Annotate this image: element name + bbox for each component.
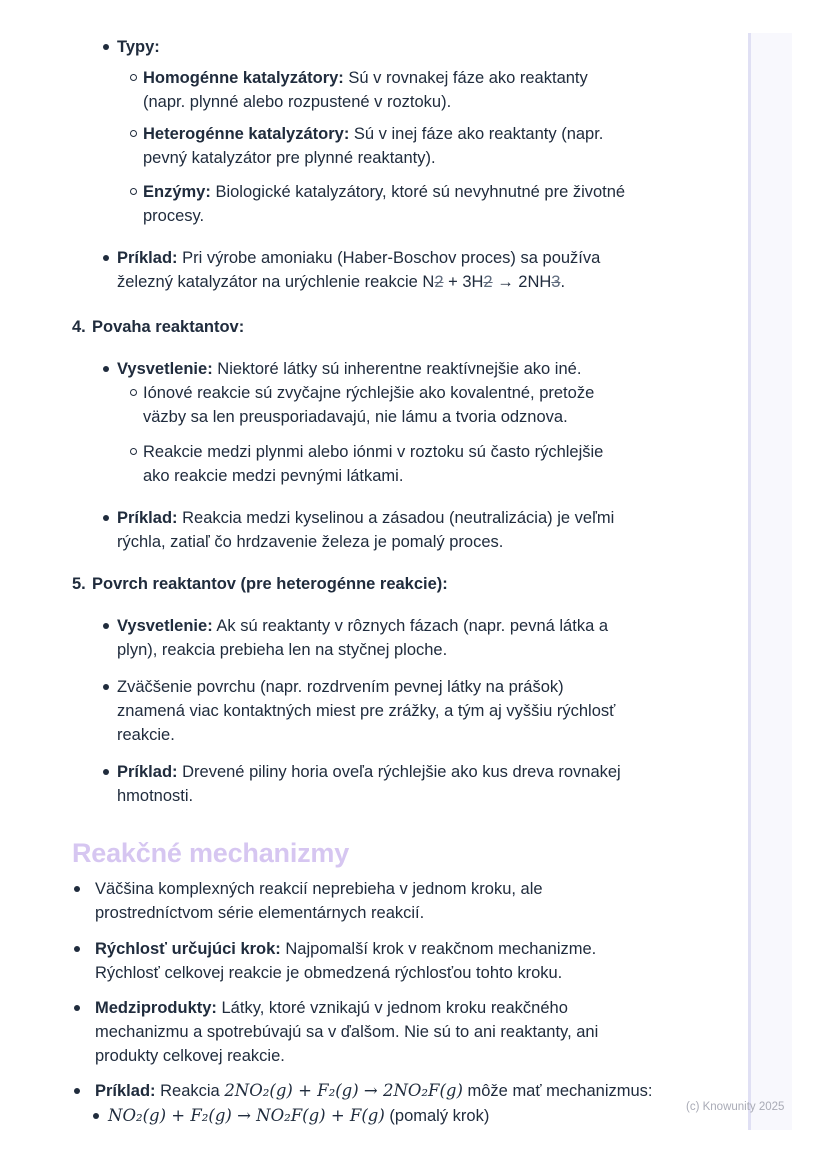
list-item: [72, 35, 706, 59]
bullet-icon: [103, 44, 109, 50]
list-item: [72, 1079, 706, 1103]
text-line: hmotnosti.: [117, 787, 194, 805]
bullet-icon: [103, 515, 109, 521]
text-line: Povaha reaktantov:: [92, 318, 245, 336]
text-line: Príklad: Drevené piliny horia oveľa rýchlejšie ako kus dreva rovnakej: [117, 763, 621, 781]
bullet-icon: [103, 623, 109, 629]
text-line: Iónové reakcie sú zvyčajne rýchlejšie ako kovalentné, pretože: [143, 384, 595, 402]
bullet-icon: [74, 886, 80, 892]
list-item: [72, 996, 706, 1068]
text-line: NO₂(g) + F₂(g) → NO₂F(g) + F(g) (pomalý krok): [108, 1106, 490, 1125]
text-line: procesy.: [143, 207, 205, 225]
list-item: [72, 180, 706, 228]
list-item: [72, 506, 706, 554]
text-line: pevný katalyzátor pre plynné reaktanty).: [143, 149, 436, 167]
list-item: [72, 246, 706, 294]
bullet-icon: [93, 1113, 99, 1119]
watermark: (c) Knowunity 2025: [686, 1101, 785, 1113]
bullet-icon: [74, 1005, 80, 1011]
list-item: [72, 614, 706, 662]
text-line: reakcie.: [117, 726, 175, 744]
bullet-icon: [103, 684, 109, 690]
document-body: [72, 35, 706, 1128]
text-line: znamená viac kontaktných miest pre zrážky, a tým aj vyššiu rýchlosť: [117, 702, 616, 720]
list-item: [72, 937, 706, 985]
text-line: Vysvetlenie: Niektoré látky sú inherentne reaktívnejšie ako iné.: [117, 360, 582, 378]
bullet-icon: [74, 946, 80, 952]
text-line: Homogénne katalyzátory: Sú v rovnakej fáze ako reaktanty: [143, 69, 588, 87]
text-line: (napr. plynné alebo rozpustené v roztoku).: [143, 93, 452, 111]
page-edge-panel: [748, 33, 792, 1130]
list-item: [72, 357, 706, 381]
text-line: Zväčšenie povrchu (napr. rozdrvením pevnej látky na prášok): [117, 678, 564, 696]
text-line: Príklad: Reakcia medzi kyselinou a zásadou (neutralizácia) je veľmi: [117, 509, 615, 527]
list-item: [72, 760, 706, 808]
text-line: Enzýmy: Biologické katalyzátory, ktoré sú nevyhnutné pre životné: [143, 183, 626, 201]
text-line: väzby sa len preusporiadavajú, nie lámu a tvoria odznova.: [143, 408, 568, 426]
numbered-item: [72, 315, 706, 339]
text-line: Povrch reaktantov (pre heterogénne reakcie):: [92, 575, 448, 593]
list-number: 5.: [72, 575, 86, 593]
bullet-icon: [103, 255, 109, 261]
circle-bullet-icon: [130, 130, 137, 137]
list-item: [72, 381, 706, 429]
bullet-icon: [74, 1088, 80, 1094]
numbered-item: [72, 572, 706, 596]
text-line: Typy:: [117, 38, 160, 56]
text-line: železný katalyzátor na urýchlenie reakcie N2 + 3H2 → 2NH3.: [117, 273, 566, 291]
text-line: Väčšina komplexných reakcií neprebieha v jednom kroku, ale: [95, 880, 543, 898]
list-item: [72, 877, 706, 925]
text-line: ako reakcie medzi pevnými látkami.: [143, 467, 404, 485]
text-line: Príklad: Reakcia 2NO₂(g) + F₂(g) → 2NO₂F(g) môže mať mechanizmus:: [95, 1081, 653, 1100]
text-line: rýchla, zatiaľ čo hrdzavenie železa je pomalý proces.: [117, 533, 504, 551]
bullet-icon: [103, 366, 109, 372]
text-line: Heterogénne katalyzátory: Sú v inej fáze ako reaktanty (napr.: [143, 125, 604, 143]
text-line: Príklad: Pri výrobe amoniaku (Haber-Boschov proces) sa používa: [117, 249, 601, 267]
text-line: mechanizmu a spotrebúvajú sa v ďalšom. Nie sú to ani reaktanty, ani: [95, 1023, 599, 1041]
section-heading: Reakčné mechanizmy: [72, 838, 350, 868]
circle-bullet-icon: [130, 389, 137, 396]
text-line: plyn), reakcia prebieha len na styčnej ploche.: [117, 641, 448, 659]
list-item: [72, 66, 706, 114]
text-line: produkty celkovej reakcie.: [95, 1047, 285, 1065]
list-item: [72, 675, 706, 747]
circle-bullet-icon: [130, 188, 137, 195]
text-line: Rýchlosť určujúci krok: Najpomalší krok v reakčnom mechanizme.: [95, 940, 597, 958]
text-line: Vysvetlenie: Ak sú reaktanty v rôznych fázach (napr. pevná látka a: [117, 617, 609, 635]
text-line: Rýchlosť celkovej reakcie je obmedzená rýchlosťou tohto kroku.: [95, 964, 563, 982]
list-item: [72, 440, 706, 488]
list-item: [72, 1104, 706, 1128]
circle-bullet-icon: [130, 74, 137, 81]
list-number: 4.: [72, 318, 86, 336]
text-line: Medziprodukty: Látky, ktoré vznikajú v jednom kroku reakčného: [95, 999, 568, 1017]
text-line: Reakcie medzi plynmi alebo iónmi v roztoku sú často rýchlejšie: [143, 443, 604, 461]
list-item: [72, 122, 706, 170]
circle-bullet-icon: [130, 448, 137, 455]
bullet-icon: [103, 769, 109, 775]
text-line: prostredníctvom série elementárnych reakcií.: [95, 904, 425, 922]
